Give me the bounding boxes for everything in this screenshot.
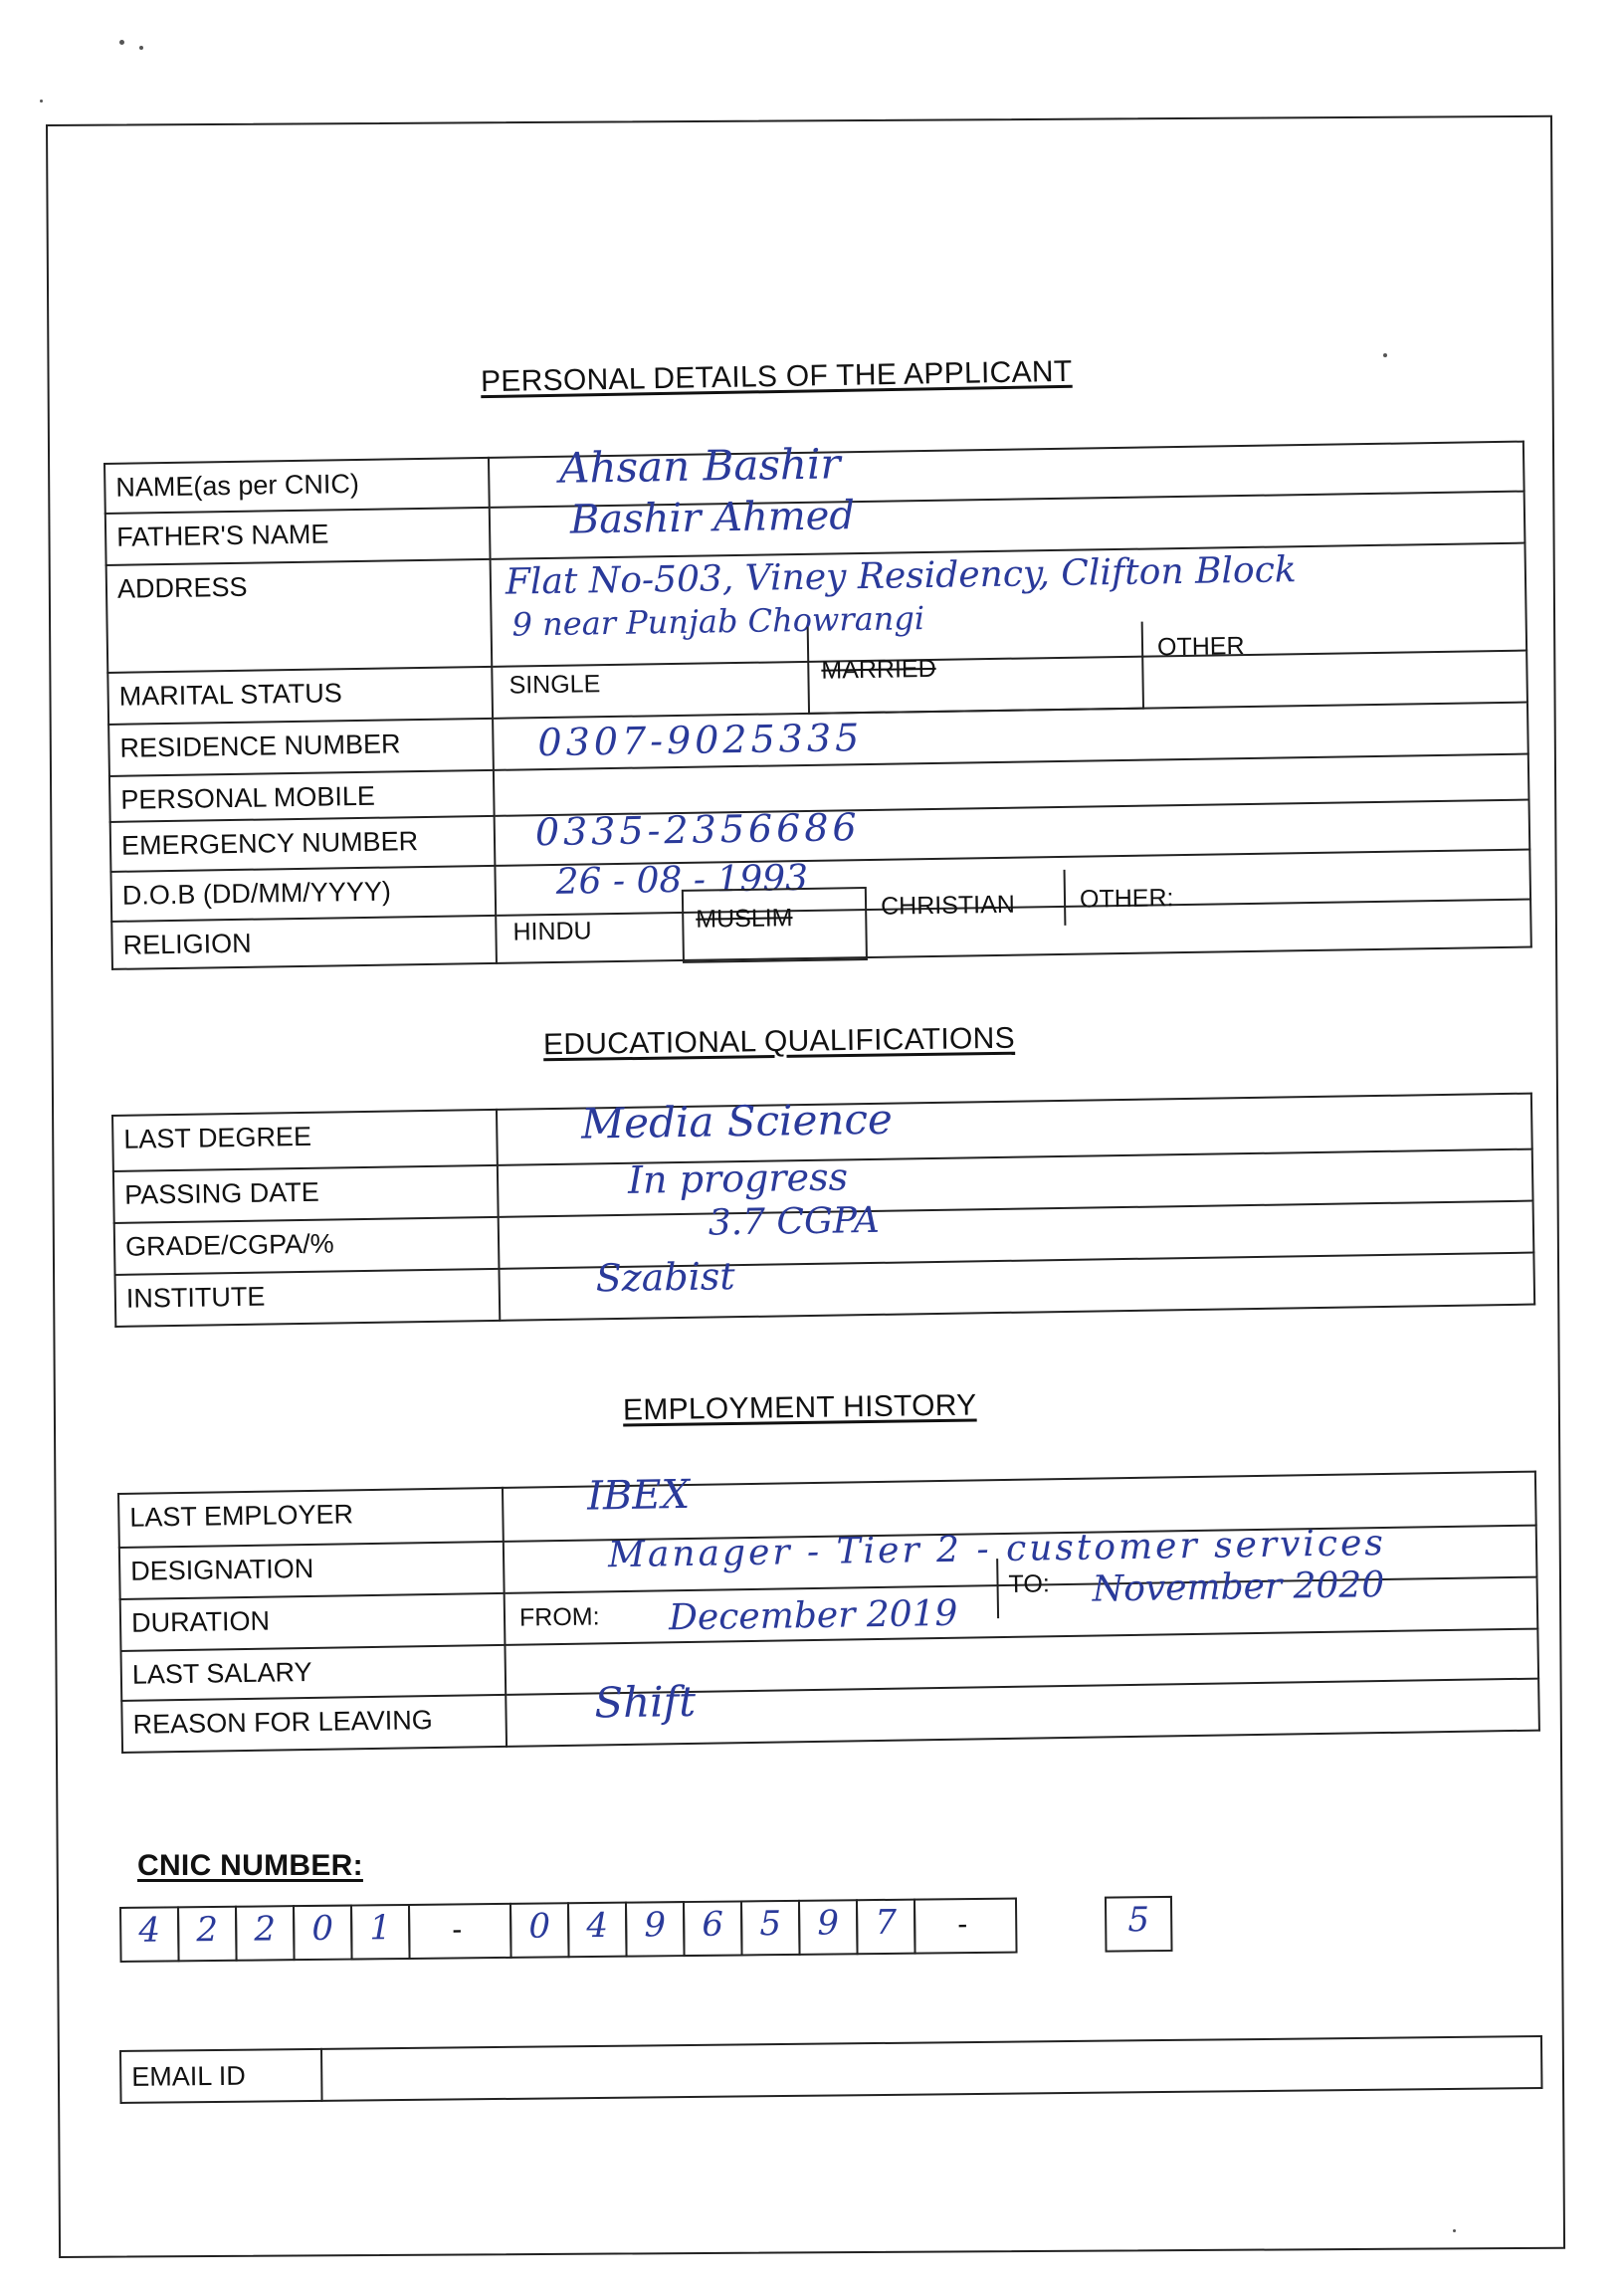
scan-speck <box>139 46 143 50</box>
scan-speck <box>40 100 43 103</box>
cnic-digit-box[interactable] <box>177 1906 238 1963</box>
label-designation: DESIGNATION <box>119 1542 505 1599</box>
duration-from-value: December 2019 <box>668 1592 958 1639</box>
religion-other-box <box>1064 870 1069 926</box>
cnic-digit: 5 <box>1127 1900 1150 1941</box>
cnic-digit-box[interactable] <box>293 1905 353 1962</box>
label-institute: INSTITUTE <box>115 1269 501 1327</box>
marital-option-single[interactable]: SINGLE <box>508 670 601 700</box>
grade-value: 3.7 CGPA <box>708 1199 881 1244</box>
cnic-digit-box[interactable] <box>567 1902 628 1959</box>
cnic-separator: - <box>452 1913 463 1947</box>
cnic-digit: 0 <box>311 1908 334 1949</box>
cnic-number-boxes <box>119 1896 1185 1967</box>
religion-option-other[interactable]: OTHER: <box>1079 884 1174 914</box>
designation-value: Manager - Tier 2 - customer services <box>607 1522 1387 1576</box>
label-reason-for-leaving: REASON FOR LEAVING <box>121 1695 507 1753</box>
label-marital-status: MARITAL STATUS <box>107 667 493 725</box>
label-personal-mobile: PERSONAL MOBILE <box>109 770 495 822</box>
label-duration: DURATION <box>120 1593 506 1651</box>
cnic-digit-box[interactable] <box>683 1900 743 1957</box>
cnic-separator-box <box>408 1903 512 1960</box>
cnic-digit-box[interactable] <box>798 1899 859 1956</box>
religion-option-muslim[interactable]: MUSLIM <box>696 904 793 934</box>
scan-speck <box>1453 2229 1456 2232</box>
cnic-digit: 9 <box>817 1903 840 1944</box>
cnic-digit: 7 <box>875 1902 898 1944</box>
label-dob: D.O.B (DD/MM/YYYY) <box>110 866 496 922</box>
label-last-employer: LAST EMPLOYER <box>118 1488 504 1548</box>
label-religion: RELIGION <box>111 916 497 969</box>
employment-table <box>117 1471 1540 1754</box>
duration-from-label: FROM: <box>518 1602 600 1632</box>
emergency-number-value: 0335-2356686 <box>534 805 861 855</box>
label-last-degree: LAST DEGREE <box>112 1110 498 1171</box>
cnic-digit-box[interactable] <box>740 1900 801 1957</box>
label-passing-date: PASSING DATE <box>113 1165 499 1223</box>
cnic-digit-box[interactable] <box>625 1901 686 1958</box>
cnic-digit: 4 <box>138 1910 161 1951</box>
cnic-separator-box <box>914 1898 1018 1955</box>
cnic-digit: 5 <box>759 1904 782 1945</box>
label-address: ADDRESS <box>106 559 493 673</box>
address-line2: 9 near Punjab Chowrangi <box>511 599 925 644</box>
section-heading-employment: EMPLOYMENT HISTORY <box>622 1388 977 1427</box>
label-father-name: FATHER'S NAME <box>105 508 491 565</box>
cnic-digit: 0 <box>528 1906 551 1947</box>
cnic-digit-box[interactable] <box>509 1902 570 1959</box>
reason-for-leaving-value: Shift <box>593 1676 697 1728</box>
father-name-value: Bashir Ahmed <box>569 493 856 543</box>
scan-speck <box>119 40 124 45</box>
label-email-id: EMAIL ID <box>120 2049 322 2103</box>
label-last-salary: LAST SALARY <box>120 1645 506 1701</box>
duration-to-value: November 2020 <box>1092 1564 1385 1610</box>
section-heading-education: EDUCATIONAL QUALIFICATIONS <box>542 1021 1016 1062</box>
personal-details-table <box>103 441 1532 970</box>
cnic-digit-box[interactable] <box>856 1899 916 1956</box>
cnic-digit-box[interactable] <box>350 1904 411 1961</box>
cnic-digit: 2 <box>196 1909 219 1951</box>
cnic-digit-box[interactable] <box>235 1905 296 1962</box>
dob-value: 26 - 08 - 1993 <box>555 857 809 903</box>
marital-option-other[interactable]: OTHER <box>1156 632 1245 662</box>
cnic-separator: - <box>957 1908 968 1942</box>
label-residence-number: RESIDENCE NUMBER <box>108 719 494 776</box>
cnic-number-label: CNIC NUMBER: <box>137 1849 363 1882</box>
cnic-digit: 1 <box>369 1908 392 1949</box>
religion-option-christian[interactable]: CHRISTIAN <box>880 890 1016 921</box>
last-degree-value: Media Science <box>580 1094 894 1148</box>
label-name: NAME(as per CNIC) <box>104 458 490 514</box>
cnic-digit: 9 <box>644 1905 667 1946</box>
section-heading-personal: PERSONAL DETAILS OF THE APPLICANT <box>480 354 1073 399</box>
cnic-digit: 2 <box>254 1909 277 1950</box>
duration-to-label: TO: <box>1008 1569 1050 1598</box>
label-emergency-number: EMERGENCY NUMBER <box>110 816 496 872</box>
institute-value: Szabist <box>595 1254 735 1301</box>
passing-date-value: In progress <box>627 1154 849 1202</box>
cnic-digit-box[interactable] <box>1105 1896 1173 1953</box>
scan-speck <box>1383 353 1387 357</box>
cnic-digit: 6 <box>702 1904 724 1945</box>
address-line1: Flat No-503, Viney Residency, Clifton Block <box>505 549 1297 603</box>
education-table <box>111 1093 1535 1328</box>
cnic-digit: 4 <box>586 1905 609 1947</box>
name-value: Ahsan Bashir <box>558 439 841 493</box>
religion-option-hindu[interactable]: HINDU <box>512 917 592 946</box>
last-employer-value: IBEX <box>586 1471 691 1520</box>
residence-number-value: 0307-9025335 <box>537 716 864 765</box>
cnic-digit-box[interactable] <box>119 1906 180 1963</box>
marital-option-married[interactable]: MARRIED <box>821 654 936 685</box>
label-grade: GRADE/CGPA/% <box>114 1217 500 1275</box>
